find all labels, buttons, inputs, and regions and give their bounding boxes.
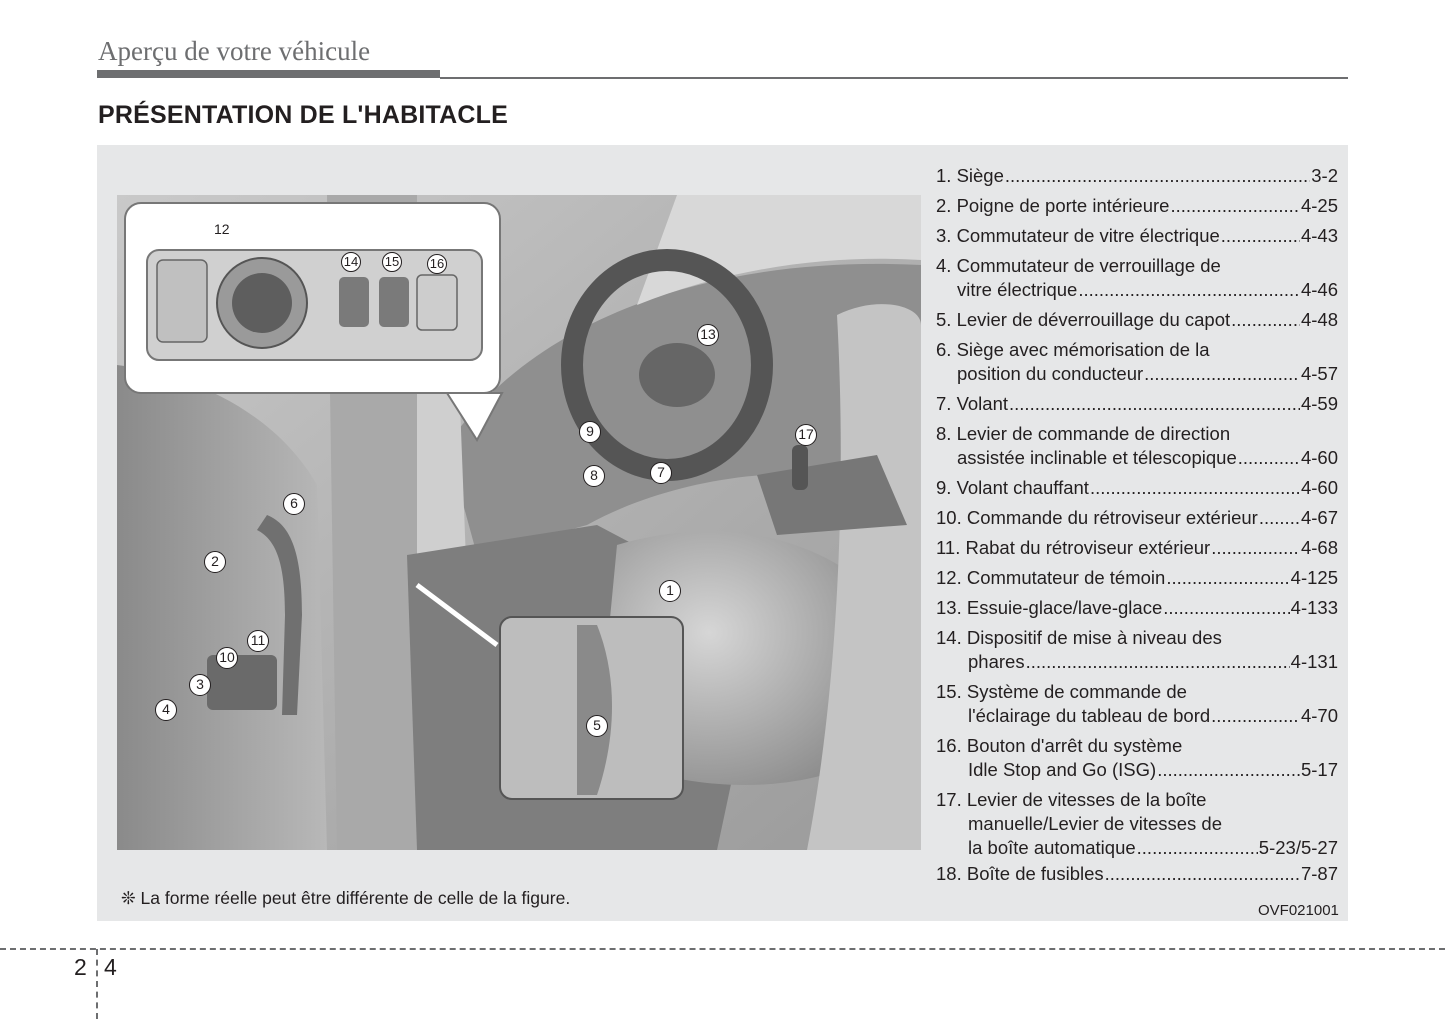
toc-item-page: 4-57 [1300, 363, 1338, 384]
toc-leader-dots [1238, 447, 1300, 469]
callout-16: 16 [427, 254, 447, 274]
footer-divider [96, 949, 98, 1019]
toc-leader-dots [1221, 225, 1300, 247]
toc-item [936, 309, 1338, 333]
toc-item-page: 4-46 [1300, 279, 1338, 300]
toc-leader-dots [1157, 759, 1300, 781]
section-title: Aperçu de votre véhicule [98, 36, 371, 66]
toc-leader-dots [1259, 507, 1300, 529]
toc-item-label: la boîte automatique [968, 837, 1136, 858]
interior-illustration [117, 195, 921, 850]
callout-1: 1 [659, 580, 681, 602]
toc-item-page: 4-125 [1290, 567, 1338, 588]
toc-item [936, 863, 1338, 887]
callout-5: 5 [586, 715, 608, 737]
toc-item-page: 4-133 [1290, 597, 1338, 618]
toc-item-label: 3. Commutateur de vitre électrique [936, 225, 1220, 246]
toc-item-label: 17. Levier de vitesses de la boîte [936, 789, 1207, 810]
toc-item-label: 15. Système de commande de [936, 681, 1187, 702]
toc-item-page: 4-60 [1300, 477, 1338, 498]
toc-leader-dots [1163, 597, 1289, 619]
chapter-number: 2 [74, 954, 87, 980]
toc-item-page: 4-131 [1290, 651, 1338, 672]
callout-2: 2 [204, 551, 226, 573]
toc-item-label: 4. Commutateur de verrouillage de [936, 255, 1221, 276]
page-heading: PRÉSENTATION DE L'HABITACLE [98, 101, 508, 129]
callout-11: 11 [247, 630, 269, 652]
toc-item [936, 225, 1338, 249]
toc-item-page: 4-67 [1300, 507, 1338, 528]
toc-item-label: vitre électrique [957, 279, 1078, 300]
toc-item-label: 1. Siège [936, 165, 1004, 186]
toc-item-page: 4-68 [1300, 537, 1338, 558]
toc-leader-dots [1090, 477, 1300, 499]
callout-6: 6 [283, 493, 305, 515]
toc-item-label: l'éclairage du tableau de bord [968, 705, 1211, 726]
toc-item [936, 507, 1338, 531]
toc-item-page: 4-60 [1300, 447, 1338, 468]
callout-3: 3 [189, 674, 211, 696]
toc-item-label: 12. Commutateur de témoin [936, 567, 1166, 588]
footer-rule [0, 948, 1445, 950]
toc-leader-dots [1005, 165, 1310, 187]
toc-leader-dots [1144, 363, 1300, 385]
toc-item-page: 3-2 [1311, 165, 1338, 186]
toc-item-label: 8. Levier de commande de direction [936, 423, 1231, 444]
toc-item-label: 5. Levier de déverrouillage du capot [936, 309, 1231, 330]
toc-leader-dots [1211, 537, 1300, 559]
toc-item-page: 4-48 [1300, 309, 1338, 330]
header-bar [97, 70, 440, 78]
callout-12: 12 [214, 221, 230, 237]
callout-15: 15 [382, 252, 402, 272]
toc-item [936, 735, 1338, 783]
toc-item [936, 195, 1338, 219]
toc-item-label: phares [968, 651, 1025, 672]
callout-17: 17 [795, 424, 817, 446]
page-number: 4 [104, 954, 117, 980]
callout-9: 9 [579, 421, 601, 443]
toc-item-label: position du conducteur [957, 363, 1144, 384]
toc-item-label: 14. Dispositif de mise à niveau des [936, 627, 1222, 648]
toc-leader-dots [1009, 393, 1300, 415]
toc-item-page: 5-23/5-27 [1258, 837, 1338, 858]
toc-item-label: 9. Volant chauffant [936, 477, 1089, 498]
toc-leader-dots [1078, 279, 1300, 301]
toc-item-label: 2. Poigne de porte intérieure [936, 195, 1170, 216]
toc-leader-dots [1166, 567, 1289, 589]
toc-item-label: 6. Siège avec mémorisation de la [936, 339, 1210, 360]
toc-item [936, 477, 1338, 501]
toc-item [936, 789, 1338, 861]
toc-item-label: 7. Volant [936, 393, 1009, 414]
toc-item-page: 5-17 [1300, 759, 1338, 780]
toc-item [936, 681, 1338, 729]
toc-item-page: 4-70 [1300, 705, 1338, 726]
toc-item-label: Idle Stop and Go (ISG) [968, 759, 1157, 780]
toc-leader-dots [1137, 837, 1258, 859]
callout-4: 4 [155, 699, 177, 721]
toc-item-page: 4-59 [1300, 393, 1338, 414]
toc-item [936, 627, 1338, 675]
figure-note: ❊ La forme réelle peut être différente de celle de la figure. [121, 888, 571, 908]
header-rule [440, 77, 1348, 79]
callout-7: 7 [650, 462, 672, 484]
interior-drawing [117, 195, 921, 850]
callout-10: 10 [216, 647, 238, 669]
callout-14: 14 [341, 252, 361, 272]
toc-leader-dots [1105, 863, 1300, 885]
toc-item-label: 10. Commande du rétroviseur extérieur [936, 507, 1258, 528]
callout-13: 13 [697, 324, 719, 346]
toc-item-label: 13. Essuie-glace/lave-glace [936, 597, 1163, 618]
toc-item [936, 423, 1338, 471]
toc-item [936, 255, 1338, 303]
toc-leader-dots [1170, 195, 1300, 217]
toc-item [936, 165, 1338, 189]
toc-item-label: 18. Boîte de fusibles [936, 863, 1104, 884]
toc-leader-dots [1211, 705, 1300, 727]
toc-leader-dots [1026, 651, 1290, 673]
toc-item-page: 4-25 [1300, 195, 1338, 216]
toc-item-label: manuelle/Levier de vitesses de [968, 813, 1223, 834]
toc-item [936, 339, 1338, 387]
toc-item [936, 567, 1338, 591]
toc-item-page: 4-43 [1300, 225, 1338, 246]
toc-leader-dots [1231, 309, 1300, 331]
toc-item [936, 537, 1338, 561]
toc-item-page: 7-87 [1300, 863, 1338, 884]
toc-item-label: 16. Bouton d'arrêt du système [936, 735, 1183, 756]
toc-item [936, 597, 1338, 621]
toc-item [936, 393, 1338, 417]
figure-code: OVF021001 [1258, 902, 1339, 919]
toc-item-label: 11. Rabat du rétroviseur extérieur [936, 537, 1211, 558]
toc-item-label: assistée inclinable et télescopique [957, 447, 1237, 468]
callout-8: 8 [583, 465, 605, 487]
